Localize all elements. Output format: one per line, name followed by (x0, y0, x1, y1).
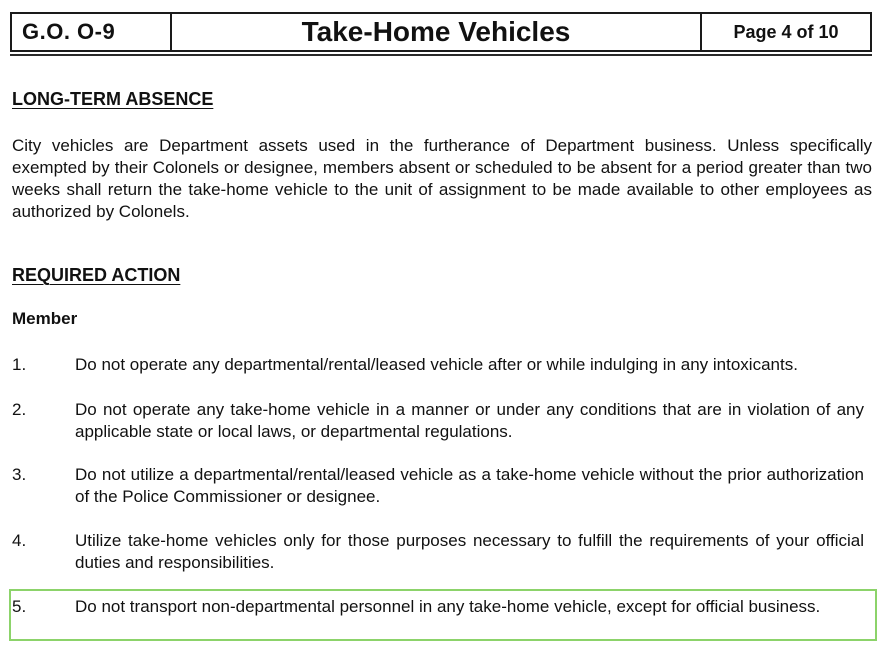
list-item-text: Do not operate any take-home vehicle in a manner or under any conditions that are in violation of any applicable state or local laws, or departmental regulations. (75, 400, 864, 441)
list-item-number: 5. (12, 597, 27, 616)
document-title: Take-Home Vehicles (172, 14, 702, 50)
list-item-text: Do not utilize a departmental/rental/leased vehicle as a take-home vehicle without the prior authorization of the Police Commissioner or designee. (75, 465, 864, 506)
list-item-text: Do not operate any departmental/rental/leased vehicle after or while indulging in any intoxicants. (75, 355, 798, 374)
list-item (12, 354, 864, 376)
document-header (10, 12, 872, 52)
list-item (12, 399, 864, 443)
list-item-highlighted (12, 596, 864, 618)
list-item-text: Do not transport non-departmental personnel in any take-home vehicle, except for official business. (75, 597, 821, 616)
page-indicator: Page 4 of 10 (733, 21, 839, 42)
list-item-number: 1. (12, 355, 27, 374)
member-subheading: Member (12, 309, 78, 328)
long-term-absence-paragraph: City vehicles are Department assets used in the furtherance of Department business. Unless specifically exempted by their Colonels or designee, members absent or scheduled to be absent for a period greater than two weeks shall return the take-home vehicle to the unit of assignment to be made available to other employees as authorized by Colonels. (12, 136, 872, 221)
section-heading-long-term-absence: LONG-TERM ABSENCE (12, 89, 214, 109)
list-item-text: Utilize take-home vehicles only for those purposes necessary to fulfill the requirements of your official duties and responsibilities. (75, 531, 864, 572)
list-item (12, 530, 864, 574)
list-item-number: 2. (12, 400, 27, 419)
general-order-number: G.O. O-9 (12, 14, 172, 50)
list-item-number: 4. (12, 531, 27, 550)
list-item (12, 464, 864, 508)
section-heading-required-action: REQUIRED ACTION (12, 265, 181, 285)
list-item-number: 3. (12, 465, 27, 484)
